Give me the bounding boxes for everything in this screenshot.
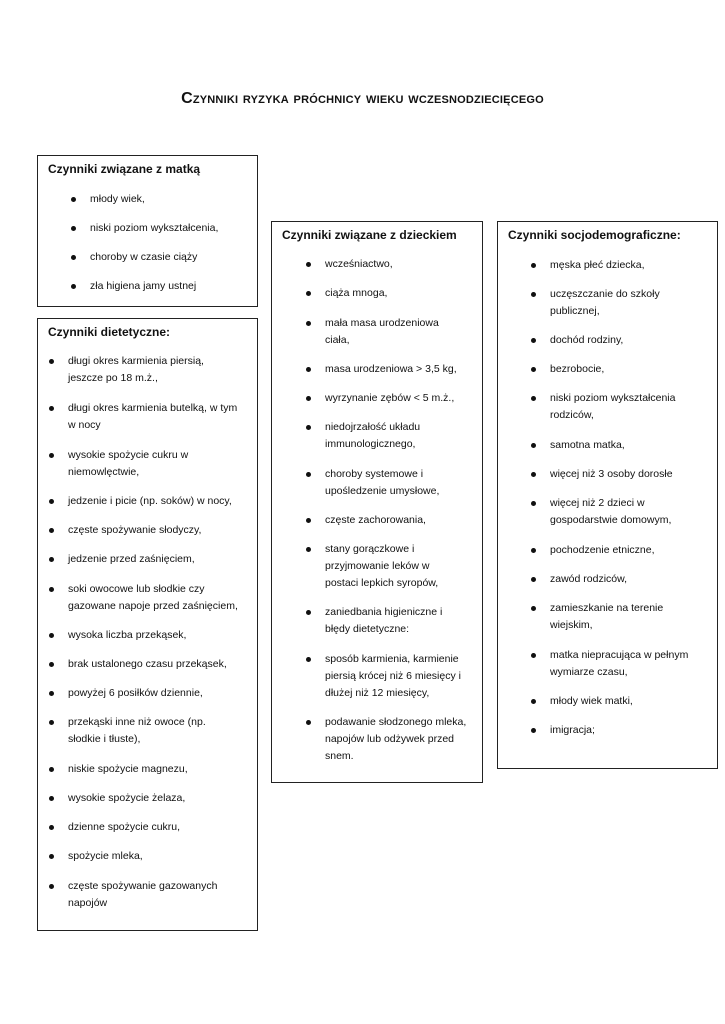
list-item: częste spożywanie gazowanych napojów <box>68 878 248 912</box>
list-item: matka niepracująca w pełnym wymiarze czasu, <box>550 647 712 681</box>
bullet-icon <box>306 610 311 615</box>
bullet-icon <box>306 657 311 662</box>
list-item: wysokie spożycie cukru w niemowlęctwie, <box>68 447 218 481</box>
list-item: wcześniactwo, <box>325 256 475 273</box>
list-item: niedojrzałość układu immunologicznego, <box>325 419 455 453</box>
bullet-icon <box>306 291 311 296</box>
list-item: częste spożywanie słodyczy, <box>68 522 248 539</box>
bullet-icon <box>49 796 54 801</box>
list-item: zawód rodziców, <box>550 571 710 588</box>
list-item: przekąski inne niż owoce (np. słodkie i tłuste), <box>68 714 228 748</box>
bullet-icon <box>531 548 536 553</box>
list-item: pochodzenie etniczne, <box>550 542 710 559</box>
bullet-icon <box>531 699 536 704</box>
bullet-icon <box>531 653 536 658</box>
bullet-icon <box>531 577 536 582</box>
list-item: więcej niż 3 osoby dorosłe <box>550 466 712 483</box>
list-item: męska płeć dziecka, <box>550 257 710 274</box>
list-item: brak ustalonego czasu przekąsek, <box>68 656 254 673</box>
list-item: młody wiek matki, <box>550 693 710 710</box>
bullet-icon <box>49 720 54 725</box>
bullet-icon <box>49 528 54 533</box>
bullet-icon <box>71 284 76 289</box>
list-item: bezrobocie, <box>550 361 710 378</box>
list-item: wyrzynanie zębów < 5 m.ż., <box>325 390 475 407</box>
bullet-icon <box>71 197 76 202</box>
bullet-icon <box>306 396 311 401</box>
bullet-icon <box>49 557 54 562</box>
list-item: dochód rodziny, <box>550 332 710 349</box>
section-dietary-factors <box>37 318 258 931</box>
bullet-icon <box>531 728 536 733</box>
bullet-icon <box>49 406 54 411</box>
section-sociodemographic-factors <box>497 221 718 769</box>
list-item: wysoka liczba przekąsek, <box>68 627 248 644</box>
bullet-icon <box>49 359 54 364</box>
bullet-icon <box>306 720 311 725</box>
bullet-icon <box>306 262 311 267</box>
bullet-icon <box>49 767 54 772</box>
list-item: młody wiek, <box>90 191 250 208</box>
list-item: długi okres karmienia butelką, w tym w nocy <box>68 400 240 434</box>
bullet-icon <box>306 518 311 523</box>
bullet-icon <box>49 884 54 889</box>
bullet-icon <box>49 499 54 504</box>
bullet-icon <box>49 453 54 458</box>
bullet-icon <box>49 825 54 830</box>
bullet-icon <box>306 472 311 477</box>
bullet-icon <box>49 633 54 638</box>
list-item: zaniedbania higieniczne i błędy dietetyczne: <box>325 604 455 638</box>
list-item: dzienne spożycie cukru, <box>68 819 248 836</box>
bullet-icon <box>531 396 536 401</box>
list-item: powyżej 6 posiłków dziennie, <box>68 685 254 702</box>
list-item: ciąża mnoga, <box>325 285 475 302</box>
list-item: zła higiena jamy ustnej <box>90 278 250 295</box>
list-item: soki owocowe lub słodkie czy gazowane napoje przed zaśnięciem, <box>68 581 254 615</box>
list-item: spożycie mleka, <box>68 848 248 865</box>
bullet-icon <box>531 606 536 611</box>
bullet-icon <box>49 854 54 859</box>
bullet-icon <box>531 338 536 343</box>
list-item: choroby systemowe i upośledzenie umysłowe, <box>325 466 455 500</box>
page-title: Czynniki ryzyka próchnicy wieku wczesnodziecięcego <box>181 90 544 107</box>
list-item: uczęszczanie do szkoły publicznej, <box>550 286 695 320</box>
list-item: mała masa urodzeniowa ciała, <box>325 315 455 349</box>
list-item: niski poziom wykształcenia rodziców, <box>550 390 700 424</box>
bullet-icon <box>49 691 54 696</box>
bullet-icon <box>306 425 311 430</box>
list-item: choroby w czasie ciąży <box>90 249 250 266</box>
list-item: stany gorączkowe i przyjmowanie leków w postaci lepkich syropów, <box>325 541 450 592</box>
list-item: jedzenie i picie (np. soków) w nocy, <box>68 493 254 510</box>
bullet-icon <box>531 367 536 372</box>
section-mother-factors <box>37 155 258 307</box>
list-item: niski poziom wykształcenia, <box>90 220 250 237</box>
section-heading: Czynniki socjodemograficzne: <box>508 228 681 242</box>
bullet-icon <box>531 443 536 448</box>
bullet-icon <box>306 367 311 372</box>
list-item: imigracja; <box>550 722 710 739</box>
section-heading: Czynniki związane z dzieckiem <box>282 228 457 242</box>
bullet-icon <box>49 587 54 592</box>
bullet-icon <box>531 263 536 268</box>
list-item: częste zachorowania, <box>325 512 475 529</box>
list-item: samotna matka, <box>550 437 710 454</box>
bullet-icon <box>531 292 536 297</box>
bullet-icon <box>531 501 536 506</box>
list-item: niskie spożycie magnezu, <box>68 761 248 778</box>
bullet-icon <box>306 547 311 552</box>
section-child-factors <box>271 221 483 783</box>
list-item: zamieszkanie na terenie wiejskim, <box>550 600 700 634</box>
section-heading: Czynniki związane z matką <box>48 162 201 176</box>
list-item: długi okres karmienia piersią, jeszcze po 18 m.ż., <box>68 353 240 387</box>
list-item: więcej niż 2 dzieci w gospodarstwie domowym, <box>550 495 712 529</box>
bullet-icon <box>71 255 76 260</box>
bullet-icon <box>306 321 311 326</box>
bullet-icon <box>531 472 536 477</box>
list-item: sposób karmienia, karmienie piersią krócej niż 6 miesięcy i dłużej niż 12 miesięcy, <box>325 651 473 702</box>
bullet-icon <box>49 662 54 667</box>
bullet-icon <box>71 226 76 231</box>
list-item: jedzenie przed zaśnięciem, <box>68 551 248 568</box>
list-item: masa urodzeniowa > 3,5 kg, <box>325 361 475 378</box>
section-heading: Czynniki dietetyczne: <box>48 325 171 339</box>
list-item: wysokie spożycie żelaza, <box>68 790 248 807</box>
list-item: podawanie słodzonego mleka, napojów lub odżywek przed snem. <box>325 714 475 765</box>
